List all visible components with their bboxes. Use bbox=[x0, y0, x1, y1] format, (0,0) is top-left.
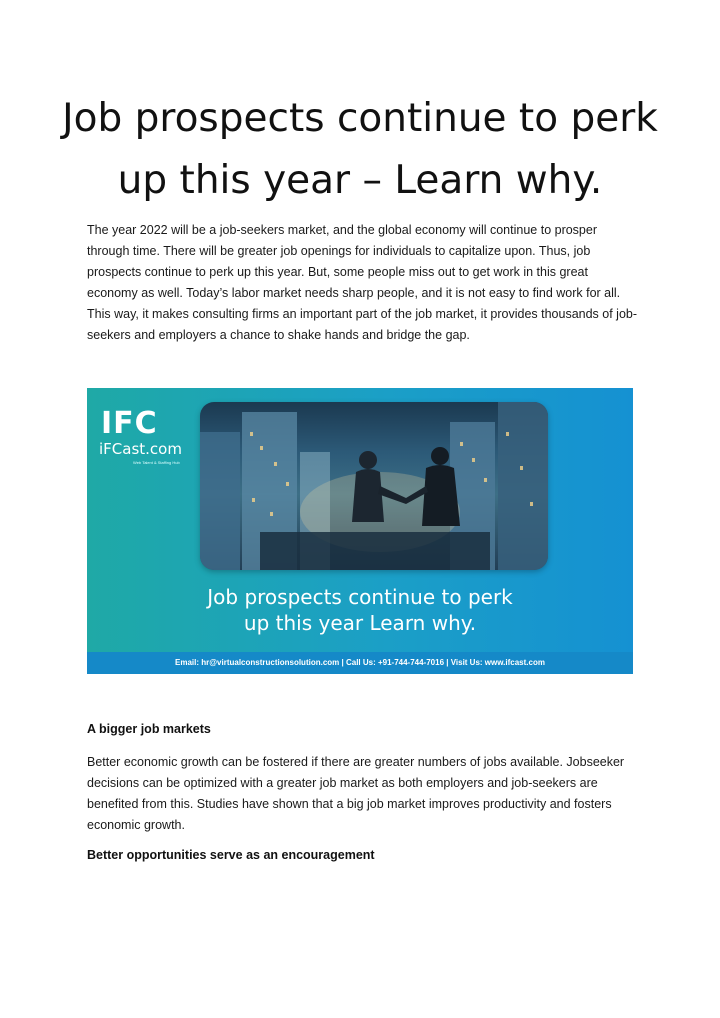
handshake-illustration bbox=[200, 402, 548, 570]
section-paragraph-bigger-job-markets: Better economic growth can be fostered if there are greater numbers of jobs available. Jobseeker decisions can be optimized with a greater job market as both employers and job-seekers are benefited from this. Studies have shown that a big job market improves productivity and fosters economic growth. bbox=[87, 755, 625, 832]
logo-mark: IFC bbox=[101, 406, 158, 441]
banner-contact-bar: Email: hr@virtualconstructionsolution.com | Call Us: +91-744-744-7016 | Visit Us: www.ifcast.com bbox=[87, 652, 633, 674]
article-title bbox=[60, 88, 660, 212]
logo-text: iFCast.com bbox=[99, 440, 182, 458]
handshake-photo bbox=[200, 402, 548, 570]
article-title-line1: Job prospects continue to perk bbox=[62, 96, 658, 141]
banner-headline-line1: Job prospects continue to perk bbox=[207, 585, 513, 609]
section-heading-bigger-job-markets: A bigger job markets bbox=[87, 722, 211, 736]
logo-tagline: Web Talent & Staffing Hub bbox=[133, 460, 180, 465]
article-banner-image bbox=[87, 388, 633, 674]
ifcast-logo bbox=[97, 406, 207, 466]
banner-headline bbox=[87, 584, 633, 636]
banner-headline-line2: up this year Learn why. bbox=[243, 611, 477, 635]
article-title-line2: up this year – Learn why. bbox=[117, 158, 603, 203]
section-heading-better-opportunities: Better opportunities serve as an encouragement bbox=[87, 848, 375, 862]
intro-paragraph: The year 2022 will be a job-seekers market, and the global economy will continue to prosper through time. There will be greater job openings for individuals to capitalize upon. Thus, job prospects continue to perk up this year. But, some people miss out to get work in this great economy as well. Today’s labor market needs sharp people, and it is not easy to find work for all. This way, it makes consulting firms an important part of the job market, it provides thousands of job-seekers and employers a chance to shake hands and bridge the gap. bbox=[87, 223, 638, 342]
